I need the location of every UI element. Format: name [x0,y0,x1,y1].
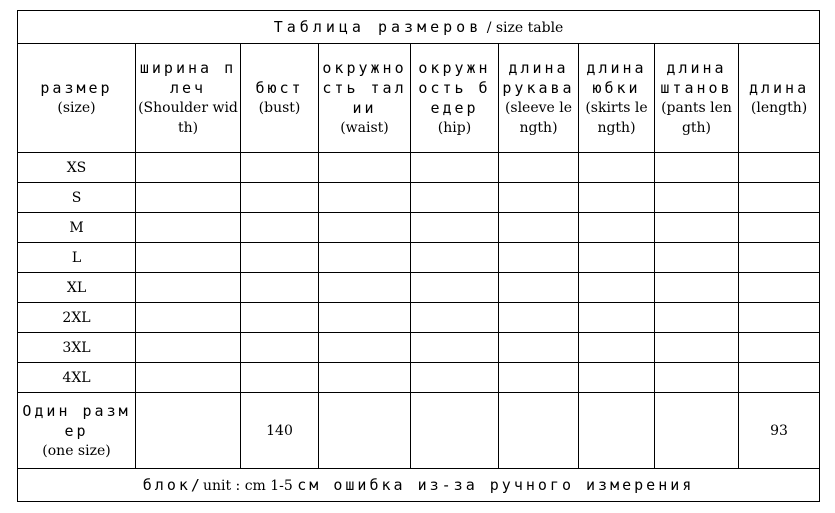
column-header-en: (size) [57,100,96,116]
table-cell [579,333,655,363]
table-cell [499,273,579,303]
table-cell [241,333,319,363]
table-cell [411,153,499,183]
column-header [18,44,136,153]
table-cell [136,153,241,183]
table-row [18,363,820,393]
column-header-en: (sleeve length) [504,100,573,136]
table-cell [499,393,579,469]
table-row [18,333,820,363]
size-label: M [18,213,136,243]
table-cell [319,273,411,303]
footer-unit: unit : cm [202,477,266,494]
column-header [241,44,319,153]
table-cell [136,303,241,333]
column-header-en: (waist) [340,120,389,136]
table-cell [411,333,499,363]
column-header [655,44,739,153]
column-header [411,44,499,153]
table-cell [241,273,319,303]
table-cell [136,183,241,213]
table-cell [319,303,411,333]
table-cell [241,153,319,183]
table-cell [655,243,739,273]
table-cell [579,363,655,393]
table-cell [136,213,241,243]
title-separator: / [486,19,492,36]
table-title [18,11,820,44]
one-size-en: (one size) [42,442,111,459]
table-cell [136,363,241,393]
table-row [18,303,820,333]
column-header-ru: ширина плеч [139,59,237,97]
header-row [18,44,820,153]
table-cell [655,303,739,333]
table-cell [319,153,411,183]
column-header-ru: длина штанов [660,59,733,97]
table-cell [499,303,579,333]
size-label: 3XL [18,333,136,363]
column-header [319,44,411,153]
table-cell [499,213,579,243]
table-cell [319,213,411,243]
title-ru: Таблица размеров [273,17,483,36]
table-cell [655,273,739,303]
column-header-en: (length) [750,100,808,116]
table-cell [655,153,739,183]
table-cell [579,153,655,183]
table-cell [241,303,319,333]
table-cell [411,303,499,333]
column-header-en: (hip) [437,120,472,136]
table-cell [739,153,820,183]
table-cell [499,333,579,363]
column-header [136,44,241,153]
table-cell [136,333,241,363]
table-cell [319,393,411,469]
table-cell [655,333,739,363]
table-row [18,243,820,273]
table-cell [411,273,499,303]
table-cell [411,213,499,243]
table-cell [579,183,655,213]
size-label: 2XL [18,303,136,333]
table-cell [739,303,820,333]
column-header-en: (skirts length) [585,100,648,136]
table-cell [499,243,579,273]
table-cell [136,243,241,273]
column-header [579,44,655,153]
one-size-ru: Один размер [22,401,131,440]
table-row [18,213,820,243]
table-cell [499,363,579,393]
table-cell [579,393,655,469]
table-cell [655,363,739,393]
table-cell [739,333,820,363]
table-body [18,153,820,393]
table-cell [136,393,241,469]
table-cell [241,363,319,393]
table-cell [739,243,820,273]
footer-range: 1-5 [270,477,293,494]
table-cell [136,273,241,303]
table-cell [241,243,319,273]
table-cell: 140 [241,393,319,469]
table-cell [579,303,655,333]
table-cell [411,363,499,393]
table-cell: 93 [739,393,820,469]
table-cell [739,273,820,303]
table-cell [411,243,499,273]
size-label: XL [18,273,136,303]
table-row [18,153,820,183]
footer-note [18,469,820,502]
one-size-row [18,393,820,469]
table-cell [319,333,411,363]
table-cell [499,153,579,183]
size-table [17,10,820,502]
table-cell [319,363,411,393]
column-header-en: (pants length) [661,100,732,136]
table-cell [655,213,739,243]
title-en: size table [495,19,564,36]
table-cell [499,183,579,213]
table-cell [655,393,739,469]
table-row [18,183,820,213]
table-cell [655,183,739,213]
table-cell [319,183,411,213]
one-size-label [18,393,136,469]
table-cell [739,363,820,393]
table-cell [579,273,655,303]
table-cell [411,183,499,213]
footer-note-ru: см ошибка из-за ручного измерения [297,475,695,494]
table-cell [739,213,820,243]
table-cell [241,183,319,213]
size-label: 4XL [18,363,136,393]
column-header-ru: окружность бедер [418,59,491,117]
size-label: S [18,183,136,213]
column-header-en: (bust) [258,100,301,116]
column-header-ru: длина рукава [502,59,575,97]
column-header-ru: длина юбки [586,59,647,97]
column-header-ru: размер [40,79,113,97]
table-cell [739,183,820,213]
table-cell [411,393,499,469]
table-cell [579,213,655,243]
column-header-en: (Shoulder width) [138,100,238,136]
footer-ru-prefix: блок/ [142,475,203,494]
size-label: L [18,243,136,273]
table-cell [319,243,411,273]
column-header-ru: окружность талии [322,59,407,117]
column-header [499,44,579,153]
table-cell [241,213,319,243]
table-row [18,273,820,303]
size-label: XS [18,153,136,183]
column-header-ru: бюст [255,79,304,97]
table-cell [579,243,655,273]
column-header-ru: длина [748,79,810,97]
column-header [739,44,820,153]
